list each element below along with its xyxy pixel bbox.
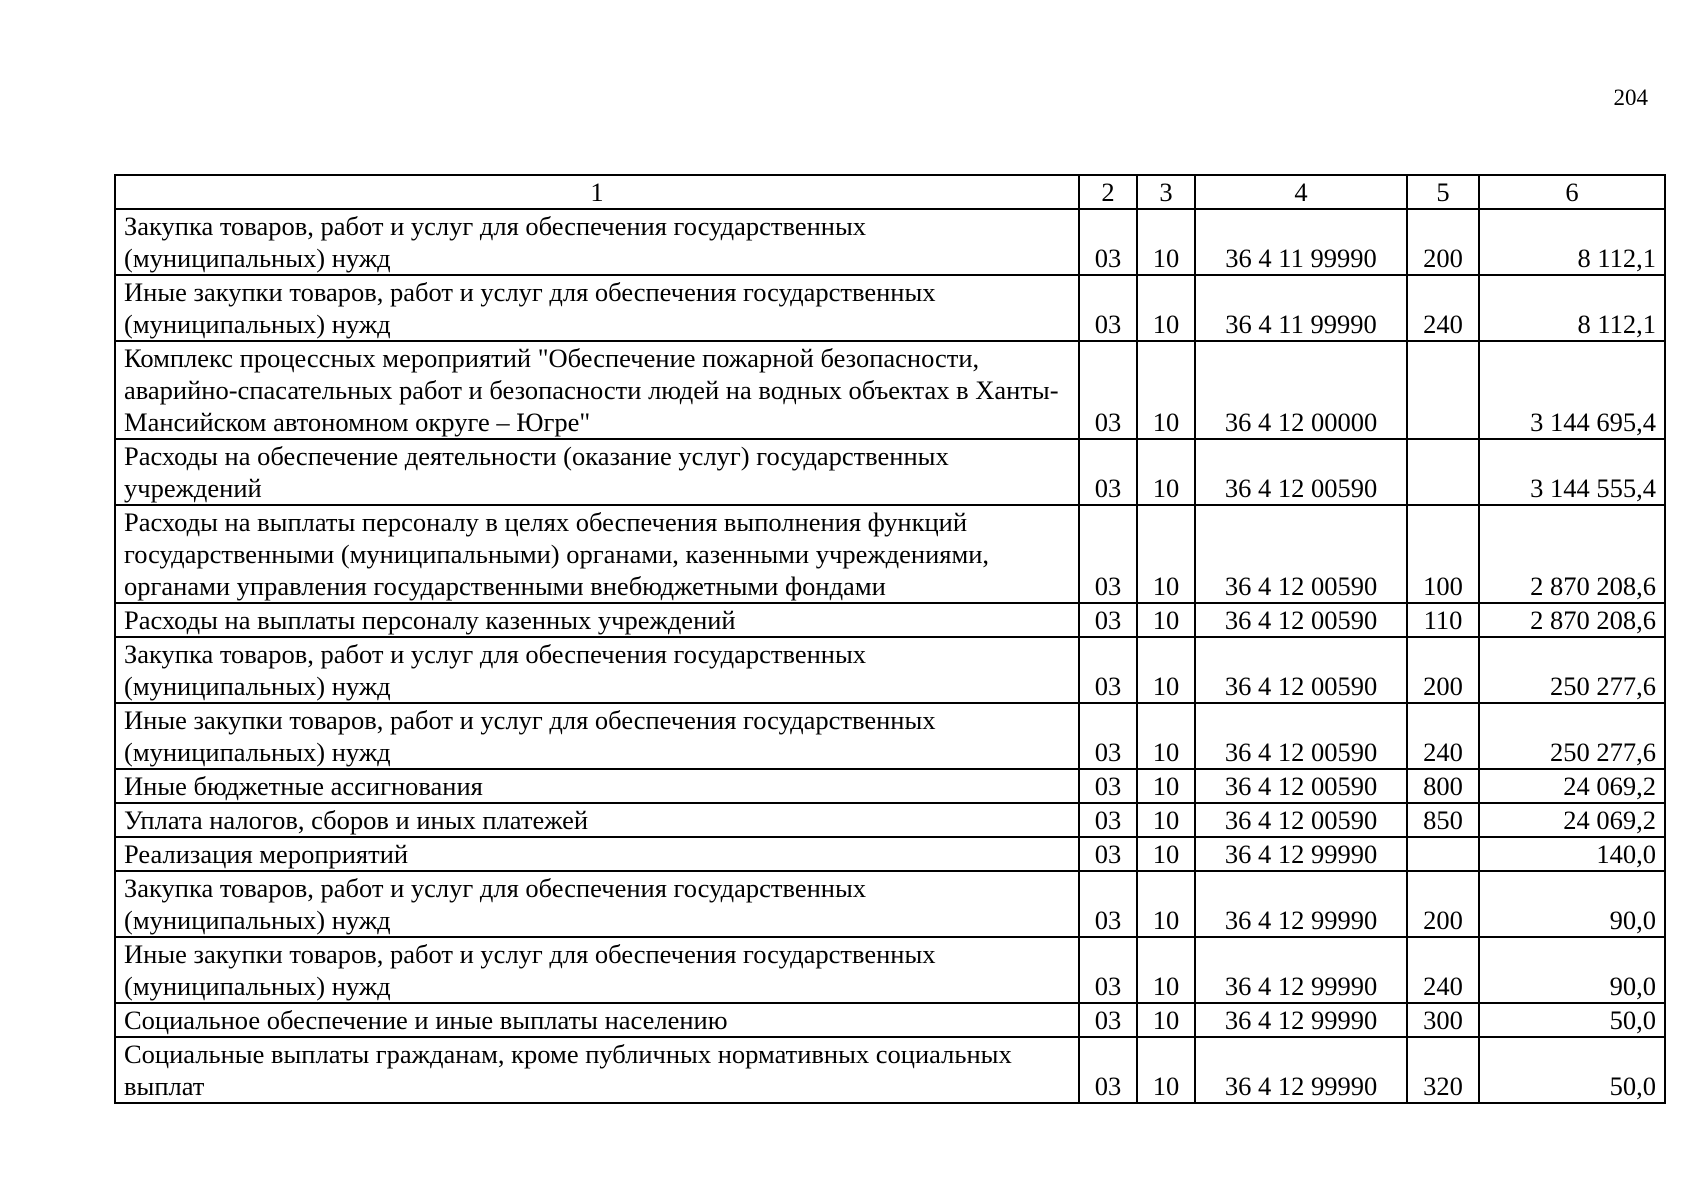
subsection-code-cell: 10 bbox=[1137, 603, 1195, 637]
target-article-cell: 36 4 12 00590 bbox=[1195, 637, 1407, 703]
expense-type-cell: 110 bbox=[1407, 603, 1479, 637]
subsection-code-cell: 10 bbox=[1137, 837, 1195, 871]
table-row bbox=[115, 341, 1665, 439]
header-row bbox=[115, 175, 1665, 209]
subsection-code-cell: 10 bbox=[1137, 1003, 1195, 1037]
amount-cell: 90,0 bbox=[1479, 937, 1665, 1003]
page-number: 204 bbox=[1613, 85, 1648, 110]
target-article-cell: 36 4 12 99990 bbox=[1195, 1003, 1407, 1037]
expense-type-cell: 200 bbox=[1407, 871, 1479, 937]
table-header bbox=[115, 175, 1665, 209]
expense-type-cell bbox=[1407, 341, 1479, 439]
expense-name-cell: Комплекс процессных мероприятий "Обеспечение пожарной безопасности, аварийно-спасательных работ и безопасности людей на водных объектах в Ханты-Мансийском автономном округе – Югре" bbox=[115, 341, 1079, 439]
expense-type-cell: 240 bbox=[1407, 275, 1479, 341]
target-article-cell: 36 4 12 99990 bbox=[1195, 937, 1407, 1003]
amount-cell: 8 112,1 bbox=[1479, 209, 1665, 275]
section-code-cell: 03 bbox=[1079, 837, 1137, 871]
amount-cell: 24 069,2 bbox=[1479, 769, 1665, 803]
amount-cell: 90,0 bbox=[1479, 871, 1665, 937]
section-code-cell: 03 bbox=[1079, 937, 1137, 1003]
table-row bbox=[115, 1003, 1665, 1037]
expense-name-cell: Иные закупки товаров, работ и услуг для обеспечения государственных (муниципальных) нужд bbox=[115, 937, 1079, 1003]
target-article-cell: 36 4 12 99990 bbox=[1195, 1037, 1407, 1103]
section-code-cell: 03 bbox=[1079, 1003, 1137, 1037]
target-article-cell: 36 4 12 99990 bbox=[1195, 837, 1407, 871]
target-article-cell: 36 4 12 00590 bbox=[1195, 439, 1407, 505]
subsection-code-cell: 10 bbox=[1137, 937, 1195, 1003]
expense-type-cell: 320 bbox=[1407, 1037, 1479, 1103]
amount-cell: 24 069,2 bbox=[1479, 803, 1665, 837]
expense-type-cell: 200 bbox=[1407, 209, 1479, 275]
amount-cell: 2 870 208,6 bbox=[1479, 603, 1665, 637]
table-row bbox=[115, 275, 1665, 341]
expense-name-cell: Иные закупки товаров, работ и услуг для обеспечения государственных (муниципальных) нужд bbox=[115, 275, 1079, 341]
table-row bbox=[115, 505, 1665, 603]
subsection-code-cell: 10 bbox=[1137, 275, 1195, 341]
budget-table bbox=[114, 174, 1666, 1104]
table-row bbox=[115, 637, 1665, 703]
amount-cell: 250 277,6 bbox=[1479, 703, 1665, 769]
expense-name-cell: Расходы на обеспечение деятельности (оказание услуг) государственных учреждений bbox=[115, 439, 1079, 505]
column-header-1: 1 bbox=[115, 175, 1079, 209]
expense-type-cell: 200 bbox=[1407, 637, 1479, 703]
amount-cell: 50,0 bbox=[1479, 1037, 1665, 1103]
expense-name-cell: Социальное обеспечение и иные выплаты населению bbox=[115, 1003, 1079, 1037]
expense-type-cell: 100 bbox=[1407, 505, 1479, 603]
amount-cell: 8 112,1 bbox=[1479, 275, 1665, 341]
subsection-code-cell: 10 bbox=[1137, 1037, 1195, 1103]
column-header-4: 4 bbox=[1195, 175, 1407, 209]
expense-name-cell: Уплата налогов, сборов и иных платежей bbox=[115, 803, 1079, 837]
section-code-cell: 03 bbox=[1079, 209, 1137, 275]
target-article-cell: 36 4 12 00590 bbox=[1195, 603, 1407, 637]
expense-type-cell: 240 bbox=[1407, 703, 1479, 769]
subsection-code-cell: 10 bbox=[1137, 439, 1195, 505]
section-code-cell: 03 bbox=[1079, 769, 1137, 803]
column-header-6: 6 bbox=[1479, 175, 1665, 209]
expense-name-cell: Реализация мероприятий bbox=[115, 837, 1079, 871]
target-article-cell: 36 4 11 99990 bbox=[1195, 275, 1407, 341]
expense-name-cell: Социальные выплаты гражданам, кроме публичных нормативных социальных выплат bbox=[115, 1037, 1079, 1103]
target-article-cell: 36 4 12 00590 bbox=[1195, 505, 1407, 603]
amount-cell: 3 144 695,4 bbox=[1479, 341, 1665, 439]
expense-name-cell: Расходы на выплаты персоналу в целях обеспечения выполнения функций государственными (муниципальными) органами, казенными учреждениями, органами управления государственными внебюджетными фондами bbox=[115, 505, 1079, 603]
expense-type-cell: 850 bbox=[1407, 803, 1479, 837]
section-code-cell: 03 bbox=[1079, 603, 1137, 637]
table-row bbox=[115, 209, 1665, 275]
amount-cell: 2 870 208,6 bbox=[1479, 505, 1665, 603]
table-row bbox=[115, 603, 1665, 637]
column-header-2: 2 bbox=[1079, 175, 1137, 209]
target-article-cell: 36 4 11 99990 bbox=[1195, 209, 1407, 275]
expense-name-cell: Иные закупки товаров, работ и услуг для обеспечения государственных (муниципальных) нужд bbox=[115, 703, 1079, 769]
target-article-cell: 36 4 12 00590 bbox=[1195, 703, 1407, 769]
expense-type-cell bbox=[1407, 439, 1479, 505]
table-row bbox=[115, 439, 1665, 505]
table-body bbox=[115, 209, 1665, 1103]
table-row bbox=[115, 837, 1665, 871]
subsection-code-cell: 10 bbox=[1137, 209, 1195, 275]
table-row bbox=[115, 1037, 1665, 1103]
expense-type-cell: 240 bbox=[1407, 937, 1479, 1003]
table-row bbox=[115, 703, 1665, 769]
column-header-5: 5 bbox=[1407, 175, 1479, 209]
expense-name-cell: Закупка товаров, работ и услуг для обеспечения государственных (муниципальных) нужд bbox=[115, 871, 1079, 937]
subsection-code-cell: 10 bbox=[1137, 505, 1195, 603]
expense-type-cell: 800 bbox=[1407, 769, 1479, 803]
target-article-cell: 36 4 12 00000 bbox=[1195, 341, 1407, 439]
section-code-cell: 03 bbox=[1079, 637, 1137, 703]
column-header-3: 3 bbox=[1137, 175, 1195, 209]
amount-cell: 3 144 555,4 bbox=[1479, 439, 1665, 505]
table-row bbox=[115, 937, 1665, 1003]
section-code-cell: 03 bbox=[1079, 341, 1137, 439]
amount-cell: 50,0 bbox=[1479, 1003, 1665, 1037]
subsection-code-cell: 10 bbox=[1137, 703, 1195, 769]
section-code-cell: 03 bbox=[1079, 803, 1137, 837]
expense-type-cell: 300 bbox=[1407, 1003, 1479, 1037]
amount-cell: 140,0 bbox=[1479, 837, 1665, 871]
expense-name-cell: Иные бюджетные ассигнования bbox=[115, 769, 1079, 803]
expense-name-cell: Закупка товаров, работ и услуг для обеспечения государственных (муниципальных) нужд bbox=[115, 209, 1079, 275]
section-code-cell: 03 bbox=[1079, 703, 1137, 769]
table-row bbox=[115, 769, 1665, 803]
subsection-code-cell: 10 bbox=[1137, 769, 1195, 803]
subsection-code-cell: 10 bbox=[1137, 637, 1195, 703]
target-article-cell: 36 4 12 00590 bbox=[1195, 803, 1407, 837]
amount-cell: 250 277,6 bbox=[1479, 637, 1665, 703]
section-code-cell: 03 bbox=[1079, 871, 1137, 937]
expense-type-cell bbox=[1407, 837, 1479, 871]
section-code-cell: 03 bbox=[1079, 439, 1137, 505]
table-row bbox=[115, 871, 1665, 937]
subsection-code-cell: 10 bbox=[1137, 341, 1195, 439]
subsection-code-cell: 10 bbox=[1137, 871, 1195, 937]
target-article-cell: 36 4 12 00590 bbox=[1195, 769, 1407, 803]
expense-name-cell: Расходы на выплаты персоналу казенных учреждений bbox=[115, 603, 1079, 637]
table-row bbox=[115, 803, 1665, 837]
target-article-cell: 36 4 12 99990 bbox=[1195, 871, 1407, 937]
section-code-cell: 03 bbox=[1079, 505, 1137, 603]
expense-name-cell: Закупка товаров, работ и услуг для обеспечения государственных (муниципальных) нужд bbox=[115, 637, 1079, 703]
section-code-cell: 03 bbox=[1079, 275, 1137, 341]
subsection-code-cell: 10 bbox=[1137, 803, 1195, 837]
section-code-cell: 03 bbox=[1079, 1037, 1137, 1103]
